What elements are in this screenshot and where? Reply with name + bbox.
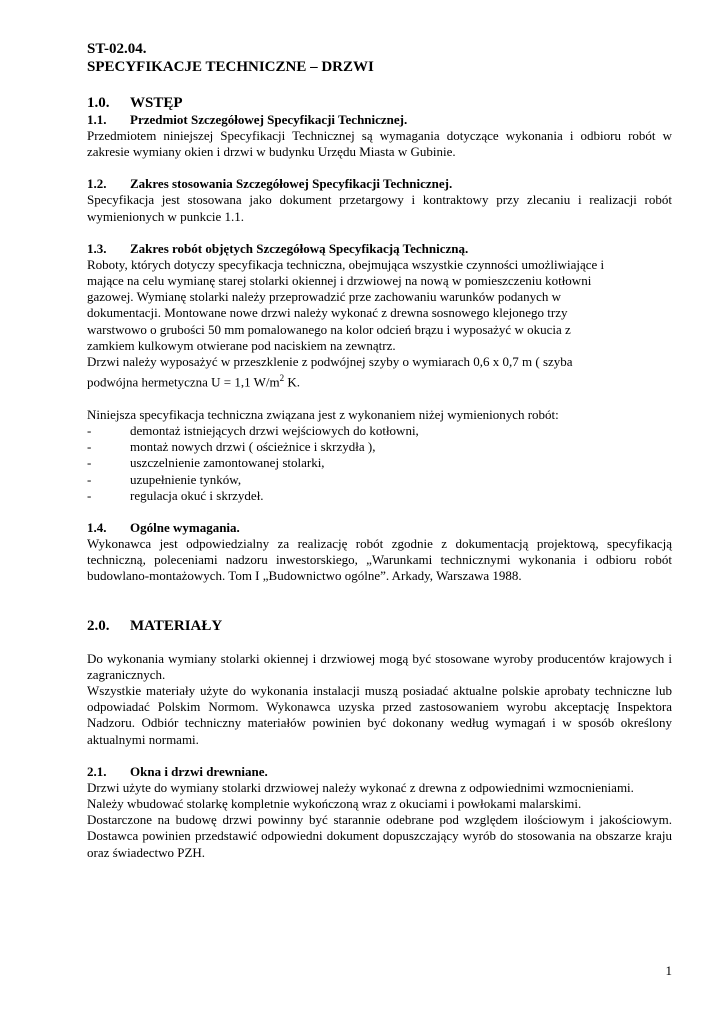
subsection-number: 1.4. <box>87 519 107 535</box>
text-line: warstwowo o grubości 50 mm pomalowanego na kolor odcień brązu i wyposażyć w okucia z <box>87 321 571 337</box>
list-dash: - <box>87 455 92 471</box>
paragraph-2-a: Do wykonania wymiany stolarki okiennej i drzwiowej mogą być stosowane wyroby producentów krajowych i zagranicznych. <box>87 650 672 682</box>
paragraph-1-2: Specyfikacja jest stosowana jako dokument przetargowy i kontraktowy przy zlecaniu i realizacji robót wymienionych w punkcie 1.1. <box>87 192 672 224</box>
subsection-title: Zakres stosowania Szczegółowej Specyfikacji Technicznej. <box>130 176 453 192</box>
list-dash: - <box>87 471 92 487</box>
document-title: SPECYFIKACJE TECHNICZNE – DRZWI <box>87 59 374 75</box>
paragraph-1-3 <box>87 257 672 391</box>
subsection-title: Okna i drzwi drewniane. <box>130 763 268 779</box>
paragraph-2-1-a: Drzwi użyte do wymiany stolarki drzwiowej należy wykonać z drewna z odpowiednimi wzmocnieniami. <box>87 779 634 795</box>
subsection-title: Przedmiot Szczegółowej Specyfikacji Technicznej. <box>130 112 408 127</box>
paragraph-1-4: Wykonawca jest odpowiedzialny za realizację robót zgodnie z dokumentacją projektową, specyfikacją techniczną, poleceniami nadzoru inwestorskiego, „Warunkami technicznymi wykonania i odbioru robót budowlano-montażowych. Tom I „Budownictwo ogólne”. Arkady, Warszawa 1988. <box>87 535 672 584</box>
section-1-heading <box>87 94 672 112</box>
text-line: mające na celu wymianę starej stolarki okiennej i drzwiowej na nową w pomieszczeniu kotłowni <box>87 273 592 289</box>
list-item <box>87 423 672 439</box>
page-number: 1 <box>665 963 672 978</box>
subsection-number: 1.3. <box>87 240 107 256</box>
list-item <box>87 439 672 455</box>
list-intro: Niniejsza specyfikacja techniczna związana jest z wykonaniem niżej wymienionych robót: <box>87 406 559 422</box>
list-item <box>87 472 672 488</box>
section-2-heading <box>87 617 672 635</box>
list-dash: - <box>87 422 92 438</box>
text-line: Drzwi należy wyposażyć w przeszklenie z podwójnej szyby o wymiarach 0,6 x 0,7 m ( szyba <box>87 354 573 370</box>
subsection-number: 1.2. <box>87 176 107 192</box>
paragraph-2-1-b: Należy wbudować stolarkę kompletnie wykończoną wraz z okuciami i powłokami malarskimi. <box>87 796 582 812</box>
subsection-number: 1.1. <box>87 112 107 127</box>
subsection-number: 2.1. <box>87 763 107 779</box>
u-value-unit: K. <box>284 374 301 390</box>
list-item-text: demontaż istniejących drzwi wejściowych do kotłowni, <box>130 422 419 438</box>
subsection-1-3-heading <box>87 241 672 257</box>
section-number: 2.0. <box>87 617 110 634</box>
list-item-text: regulacja okuć i skrzydeł. <box>130 487 264 503</box>
list-item-text: uszczelnienie zamontowanej stolarki, <box>130 455 325 471</box>
paragraph-1-1: Przedmiotem niniejszej Specyfikacji Technicznej są wymagania dotyczące wykonania i odbioru robót w zakresie wymiany okien i drzwi w budynku Urzędu Miasta w Gubinie. <box>87 128 672 160</box>
list-item <box>87 455 672 471</box>
u-value-text: podwójna hermetyczna U = 1,1 W/m <box>87 374 280 390</box>
paragraph-2-b: Wszystkie materiały użyte do wykonania instalacji muszą posiadać aktualne polskie aprobaty techniczne lub odpowiadać Polskim Normom. Wykonawca uzyska przed zastosowaniem wyrobu akceptację Inspektora Nadzoru. Odbiór techniczny materiałów powinien być dokonany według wymagań i w sposób określony aktualnymi normami. <box>87 683 672 747</box>
subsection-title: Ogólne wymagania. <box>130 519 240 535</box>
list-item <box>87 488 672 504</box>
section-title: WSTĘP <box>130 95 183 111</box>
paragraph-2-1-c: Dostarczone na budowę drzwi powinny być starannie odebrane pod względem ilościowym i jakościowym. Dostawca powinien przedstawić odpowiedni dokument dopuszczający wyrób do stosowania na obszarze kraju oraz świadectwo PZH. <box>87 812 672 860</box>
text-line: dokumentacji. Montowane nowe drzwi należy wykonać z drewna sosnowego klejonego trzy <box>87 305 568 321</box>
text-line: gazowej. Wymianę stolarki należy przeprowadzić prze zachowaniu warunków podanych w <box>87 289 562 305</box>
subsection-1-4-heading <box>87 520 672 536</box>
list-dash: - <box>87 439 92 455</box>
subsection-title: Zakres robót objętych Szczegółową Specyfikacją Techniczną. <box>130 240 469 256</box>
u-value-superscript: 2 <box>279 373 285 384</box>
text-line-u-value <box>87 370 672 391</box>
section-number: 1.0. <box>87 95 110 111</box>
text-line: zamkiem kulkowym otwierane pod naciskiem na zewnątrz. <box>87 337 396 353</box>
subsection-1-2-heading <box>87 176 672 192</box>
list-item-text: montaż nowych drzwi ( ościeżnice i skrzydła ), <box>130 439 376 455</box>
section-title: MATERIAŁY <box>130 617 223 634</box>
subsection-1-1-heading <box>87 112 672 128</box>
list-dash: - <box>87 487 92 503</box>
text-line: Roboty, których dotyczy specyfikacja techniczna, obejmująca wszystkie czynności umożliwiające i <box>87 256 605 272</box>
list-item-text: uzupełnienie tynków, <box>130 471 242 487</box>
document-code: ST-02.04. <box>87 41 147 57</box>
subsection-2-1-heading <box>87 764 672 780</box>
works-list <box>87 423 672 504</box>
